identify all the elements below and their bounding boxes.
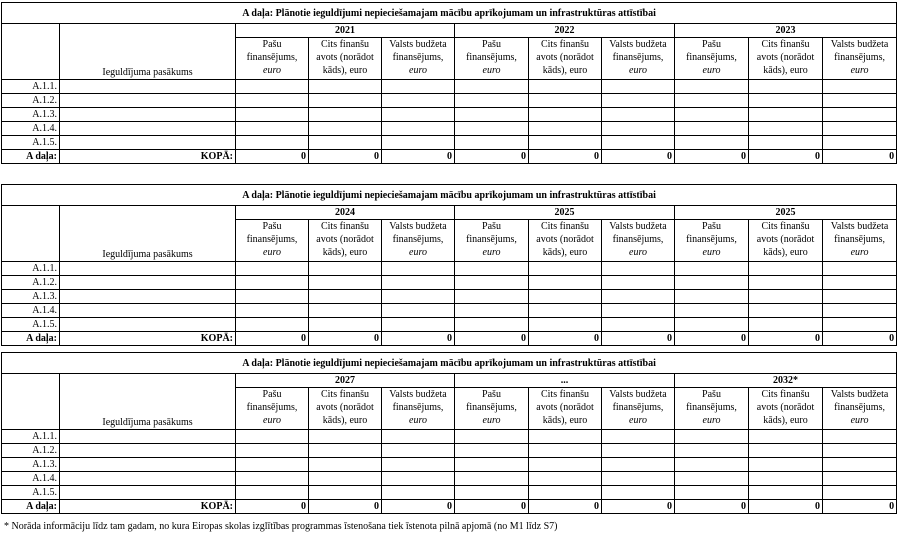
total-label: A daļa: xyxy=(2,150,60,164)
cell[interactable] xyxy=(749,80,823,94)
cell[interactable] xyxy=(455,80,529,94)
cell[interactable] xyxy=(529,290,602,304)
pasakums-header: Ieguldījuma pasākums xyxy=(60,206,236,262)
cell[interactable] xyxy=(529,108,602,122)
cell[interactable] xyxy=(60,472,236,486)
cell[interactable] xyxy=(529,136,602,150)
own-funding-header: Pašu finansējums, euro xyxy=(455,388,529,430)
cell[interactable] xyxy=(823,486,897,500)
cell[interactable] xyxy=(382,290,455,304)
cell[interactable] xyxy=(749,276,823,290)
cell[interactable] xyxy=(382,94,455,108)
cell[interactable] xyxy=(309,318,382,332)
cell[interactable] xyxy=(602,472,675,486)
cell[interactable] xyxy=(602,80,675,94)
cell[interactable] xyxy=(60,290,236,304)
cell[interactable] xyxy=(749,136,823,150)
row-label: A.1.4. xyxy=(2,472,60,486)
other-source-header: Cits finanšu avots (norādot kāds), euro xyxy=(309,220,382,262)
cell[interactable] xyxy=(529,486,602,500)
own-funding-header: Pašu finansējums, euro xyxy=(675,38,749,80)
cell[interactable] xyxy=(602,444,675,458)
cell[interactable] xyxy=(382,486,455,500)
cell[interactable] xyxy=(749,290,823,304)
kopa-label: KOPĀ: xyxy=(60,332,236,346)
cell[interactable] xyxy=(455,136,529,150)
cell[interactable] xyxy=(529,262,602,276)
total-value: 0 xyxy=(529,500,602,514)
state-budget-header: Valsts budžeta finansējums, euro xyxy=(382,388,455,430)
cell[interactable] xyxy=(675,108,749,122)
cell[interactable] xyxy=(60,318,236,332)
state-budget-header: Valsts budžeta finansējums, euro xyxy=(602,220,675,262)
cell[interactable] xyxy=(529,80,602,94)
total-value: 0 xyxy=(382,150,455,164)
state-budget-header: Valsts budžeta finansējums, euro xyxy=(823,38,897,80)
table-row xyxy=(2,430,897,444)
cell[interactable] xyxy=(675,136,749,150)
cell[interactable] xyxy=(602,94,675,108)
other-source-header: Cits finanšu avots (norādot kāds), euro xyxy=(529,220,602,262)
cell[interactable] xyxy=(602,318,675,332)
row-label: A.1.2. xyxy=(2,444,60,458)
cell[interactable] xyxy=(60,444,236,458)
blank-cell[interactable] xyxy=(2,24,60,80)
table-block-2021-2023 xyxy=(1,2,897,164)
cell[interactable] xyxy=(236,430,309,444)
total-value: 0 xyxy=(236,332,309,346)
cell[interactable] xyxy=(529,122,602,136)
total-value: 0 xyxy=(749,500,823,514)
table-row xyxy=(2,80,897,94)
total-value: 0 xyxy=(455,150,529,164)
cell[interactable] xyxy=(749,444,823,458)
cell[interactable] xyxy=(455,262,529,276)
cell[interactable] xyxy=(675,276,749,290)
state-budget-header: Valsts budžeta finansējums, euro xyxy=(382,38,455,80)
own-funding-header: Pašu finansējums, euro xyxy=(675,388,749,430)
cell[interactable] xyxy=(382,136,455,150)
cell[interactable] xyxy=(749,430,823,444)
cell[interactable] xyxy=(823,472,897,486)
cell[interactable] xyxy=(749,304,823,318)
own-funding-header: Pašu finansējums, euro xyxy=(236,220,309,262)
cell[interactable] xyxy=(236,318,309,332)
cell[interactable] xyxy=(382,80,455,94)
total-row xyxy=(2,150,897,164)
cell[interactable] xyxy=(529,276,602,290)
cell[interactable] xyxy=(236,486,309,500)
cell[interactable] xyxy=(823,318,897,332)
total-value: 0 xyxy=(602,332,675,346)
cell[interactable] xyxy=(236,472,309,486)
cell[interactable] xyxy=(236,444,309,458)
cell[interactable] xyxy=(455,94,529,108)
cell[interactable] xyxy=(602,304,675,318)
cell[interactable] xyxy=(309,472,382,486)
cell[interactable] xyxy=(309,486,382,500)
cell[interactable] xyxy=(529,304,602,318)
table-title: A daļa: Plānotie ieguldījumi nepieciešamajam mācību aprīkojumam un infrastruktūras attīstībai xyxy=(2,353,897,374)
total-value: 0 xyxy=(236,500,309,514)
year-header: 2024 xyxy=(236,206,455,220)
other-source-header: Cits finanšu avots (norādot kāds), euro xyxy=(749,388,823,430)
cell[interactable] xyxy=(60,458,236,472)
total-value: 0 xyxy=(675,150,749,164)
cell[interactable] xyxy=(675,304,749,318)
year-header: 2032* xyxy=(675,374,897,388)
table-row xyxy=(2,136,897,150)
other-source-header: Cits finanšu avots (norādot kāds), euro xyxy=(749,220,823,262)
cell[interactable] xyxy=(749,94,823,108)
cell[interactable] xyxy=(675,290,749,304)
cell[interactable] xyxy=(309,430,382,444)
total-value: 0 xyxy=(675,332,749,346)
pasakums-header: Ieguldījuma pasākums xyxy=(60,374,236,430)
cell[interactable] xyxy=(60,108,236,122)
row-label: A.1.4. xyxy=(2,304,60,318)
year-header: 2023 xyxy=(675,24,897,38)
cell[interactable] xyxy=(60,276,236,290)
table-row xyxy=(2,262,897,276)
own-funding-header: Pašu finansējums, euro xyxy=(236,38,309,80)
cell[interactable] xyxy=(455,122,529,136)
cell[interactable] xyxy=(749,318,823,332)
cell[interactable] xyxy=(236,290,309,304)
own-funding-header: Pašu finansējums, euro xyxy=(675,220,749,262)
cell[interactable] xyxy=(236,108,309,122)
total-value: 0 xyxy=(823,332,897,346)
table-row xyxy=(2,122,897,136)
total-row xyxy=(2,332,897,346)
table-row xyxy=(2,472,897,486)
cell[interactable] xyxy=(602,486,675,500)
investment-table xyxy=(1,2,897,164)
table-row xyxy=(2,108,897,122)
total-label: A daļa: xyxy=(2,332,60,346)
cell[interactable] xyxy=(382,444,455,458)
cell[interactable] xyxy=(529,458,602,472)
cell[interactable] xyxy=(823,430,897,444)
cell[interactable] xyxy=(823,276,897,290)
table-block-2024-2025 xyxy=(1,184,897,346)
cell[interactable] xyxy=(455,290,529,304)
total-value: 0 xyxy=(529,332,602,346)
cell[interactable] xyxy=(749,486,823,500)
year-header: 2022 xyxy=(455,24,675,38)
year-header: 2021 xyxy=(236,24,455,38)
total-value: 0 xyxy=(382,332,455,346)
row-label: A.1.3. xyxy=(2,290,60,304)
table-row xyxy=(2,444,897,458)
cell[interactable] xyxy=(455,486,529,500)
blank-cell[interactable] xyxy=(2,374,60,430)
total-value: 0 xyxy=(236,150,309,164)
total-value: 0 xyxy=(309,332,382,346)
cell[interactable] xyxy=(675,458,749,472)
cell[interactable] xyxy=(823,262,897,276)
state-budget-header: Valsts budžeta finansējums, euro xyxy=(823,220,897,262)
cell[interactable] xyxy=(309,290,382,304)
cell[interactable] xyxy=(602,108,675,122)
cell[interactable] xyxy=(309,276,382,290)
cell[interactable] xyxy=(602,290,675,304)
table-row xyxy=(2,458,897,472)
cell[interactable] xyxy=(236,304,309,318)
cell[interactable] xyxy=(236,262,309,276)
own-funding-header: Pašu finansējums, euro xyxy=(455,220,529,262)
cell[interactable] xyxy=(529,444,602,458)
cell[interactable] xyxy=(236,122,309,136)
total-value: 0 xyxy=(455,500,529,514)
cell[interactable] xyxy=(309,444,382,458)
kopa-label: KOPĀ: xyxy=(60,150,236,164)
cell[interactable] xyxy=(529,318,602,332)
total-value: 0 xyxy=(749,150,823,164)
year-header: 2025 xyxy=(455,206,675,220)
cell[interactable] xyxy=(309,262,382,276)
cell[interactable] xyxy=(675,122,749,136)
table-row xyxy=(2,318,897,332)
cell[interactable] xyxy=(236,276,309,290)
cell[interactable] xyxy=(236,94,309,108)
cell[interactable] xyxy=(309,136,382,150)
row-label: A.1.5. xyxy=(2,318,60,332)
cell[interactable] xyxy=(675,486,749,500)
row-label: A.1.5. xyxy=(2,136,60,150)
cell[interactable] xyxy=(309,80,382,94)
cell[interactable] xyxy=(823,108,897,122)
cell[interactable] xyxy=(309,94,382,108)
footnote: * Norāda informāciju līdz tam gadam, no kura Eiropas skolas izglītības programmas īstenošana tiek īstenota pilnā apjomā (no M1 līdz S7) xyxy=(4,521,558,532)
year-header: ... xyxy=(455,374,675,388)
cell[interactable] xyxy=(382,122,455,136)
table-block-2027-2032 xyxy=(1,352,897,514)
row-label: A.1.1. xyxy=(2,80,60,94)
cell[interactable] xyxy=(60,122,236,136)
cell[interactable] xyxy=(382,304,455,318)
cell[interactable] xyxy=(749,262,823,276)
cell[interactable] xyxy=(455,318,529,332)
table-row xyxy=(2,486,897,500)
cell[interactable] xyxy=(382,262,455,276)
cell[interactable] xyxy=(823,80,897,94)
investment-table xyxy=(1,352,897,514)
cell[interactable] xyxy=(60,262,236,276)
cell[interactable] xyxy=(455,458,529,472)
cell[interactable] xyxy=(382,472,455,486)
cell[interactable] xyxy=(602,276,675,290)
cell[interactable] xyxy=(382,430,455,444)
total-value: 0 xyxy=(749,332,823,346)
cell[interactable] xyxy=(455,108,529,122)
cell[interactable] xyxy=(675,444,749,458)
cell[interactable] xyxy=(823,444,897,458)
total-value: 0 xyxy=(602,150,675,164)
state-budget-header: Valsts budžeta finansējums, euro xyxy=(602,388,675,430)
cell[interactable] xyxy=(382,458,455,472)
state-budget-header: Valsts budžeta finansējums, euro xyxy=(382,220,455,262)
other-source-header: Cits finanšu avots (norādot kāds), euro xyxy=(749,38,823,80)
cell[interactable] xyxy=(60,486,236,500)
table-title: A daļa: Plānotie ieguldījumi nepieciešamajam mācību aprīkojumam un infrastruktūras attīstībai xyxy=(2,3,897,24)
cell[interactable] xyxy=(823,304,897,318)
investment-table xyxy=(1,184,897,346)
cell[interactable] xyxy=(529,94,602,108)
cell[interactable] xyxy=(382,276,455,290)
cell[interactable] xyxy=(455,444,529,458)
cell[interactable] xyxy=(236,458,309,472)
cell[interactable] xyxy=(455,472,529,486)
cell[interactable] xyxy=(382,108,455,122)
cell[interactable] xyxy=(60,304,236,318)
total-value: 0 xyxy=(455,332,529,346)
row-label: A.1.1. xyxy=(2,262,60,276)
cell[interactable] xyxy=(529,472,602,486)
total-label: A daļa: xyxy=(2,500,60,514)
row-label: A.1.5. xyxy=(2,486,60,500)
cell[interactable] xyxy=(675,262,749,276)
cell[interactable] xyxy=(823,136,897,150)
other-source-header: Cits finanšu avots (norādot kāds), euro xyxy=(529,388,602,430)
cell[interactable] xyxy=(823,94,897,108)
cell[interactable] xyxy=(602,430,675,444)
total-value: 0 xyxy=(675,500,749,514)
row-label: A.1.1. xyxy=(2,430,60,444)
blank-cell[interactable] xyxy=(2,206,60,262)
pasakums-header: Ieguldījuma pasākums xyxy=(60,24,236,80)
cell[interactable] xyxy=(60,430,236,444)
cell[interactable] xyxy=(675,472,749,486)
row-label: A.1.2. xyxy=(2,94,60,108)
row-label: A.1.2. xyxy=(2,276,60,290)
own-funding-header: Pašu finansējums, euro xyxy=(455,38,529,80)
cell[interactable] xyxy=(60,80,236,94)
state-budget-header: Valsts budžeta finansējums, euro xyxy=(602,38,675,80)
cell[interactable] xyxy=(675,94,749,108)
cell[interactable] xyxy=(749,458,823,472)
kopa-label: KOPĀ: xyxy=(60,500,236,514)
cell[interactable] xyxy=(455,276,529,290)
cell[interactable] xyxy=(455,304,529,318)
table-title: A daļa: Plānotie ieguldījumi nepieciešamajam mācību aprīkojumam un infrastruktūras attīstībai xyxy=(2,185,897,206)
other-source-header: Cits finanšu avots (norādot kāds), euro xyxy=(309,38,382,80)
own-funding-header: Pašu finansējums, euro xyxy=(236,388,309,430)
table-row xyxy=(2,94,897,108)
total-value: 0 xyxy=(382,500,455,514)
total-value: 0 xyxy=(309,500,382,514)
year-header: 2025 xyxy=(675,206,897,220)
table-row xyxy=(2,290,897,304)
total-value: 0 xyxy=(823,150,897,164)
cell[interactable] xyxy=(309,122,382,136)
row-label: A.1.4. xyxy=(2,122,60,136)
total-row xyxy=(2,500,897,514)
cell[interactable] xyxy=(529,430,602,444)
cell[interactable] xyxy=(749,122,823,136)
cell[interactable] xyxy=(309,108,382,122)
total-value: 0 xyxy=(602,500,675,514)
cell[interactable] xyxy=(455,430,529,444)
table-row xyxy=(2,304,897,318)
cell[interactable] xyxy=(749,108,823,122)
cell[interactable] xyxy=(675,80,749,94)
cell[interactable] xyxy=(675,430,749,444)
cell[interactable] xyxy=(823,122,897,136)
cell[interactable] xyxy=(823,290,897,304)
cell[interactable] xyxy=(602,458,675,472)
row-label: A.1.3. xyxy=(2,108,60,122)
cell[interactable] xyxy=(602,122,675,136)
cell[interactable] xyxy=(382,318,455,332)
cell[interactable] xyxy=(309,458,382,472)
year-header: 2027 xyxy=(236,374,455,388)
cell[interactable] xyxy=(309,304,382,318)
cell[interactable] xyxy=(675,318,749,332)
row-label: A.1.3. xyxy=(2,458,60,472)
cell[interactable] xyxy=(236,136,309,150)
cell[interactable] xyxy=(749,472,823,486)
cell[interactable] xyxy=(823,458,897,472)
table-row xyxy=(2,276,897,290)
state-budget-header: Valsts budžeta finansējums, euro xyxy=(823,388,897,430)
other-source-header: Cits finanšu avots (norādot kāds), euro xyxy=(529,38,602,80)
other-source-header: Cits finanšu avots (norādot kāds), euro xyxy=(309,388,382,430)
cell[interactable] xyxy=(602,262,675,276)
total-value: 0 xyxy=(823,500,897,514)
cell[interactable] xyxy=(60,94,236,108)
cell[interactable] xyxy=(602,136,675,150)
total-value: 0 xyxy=(309,150,382,164)
cell[interactable] xyxy=(236,80,309,94)
cell[interactable] xyxy=(60,136,236,150)
total-value: 0 xyxy=(529,150,602,164)
